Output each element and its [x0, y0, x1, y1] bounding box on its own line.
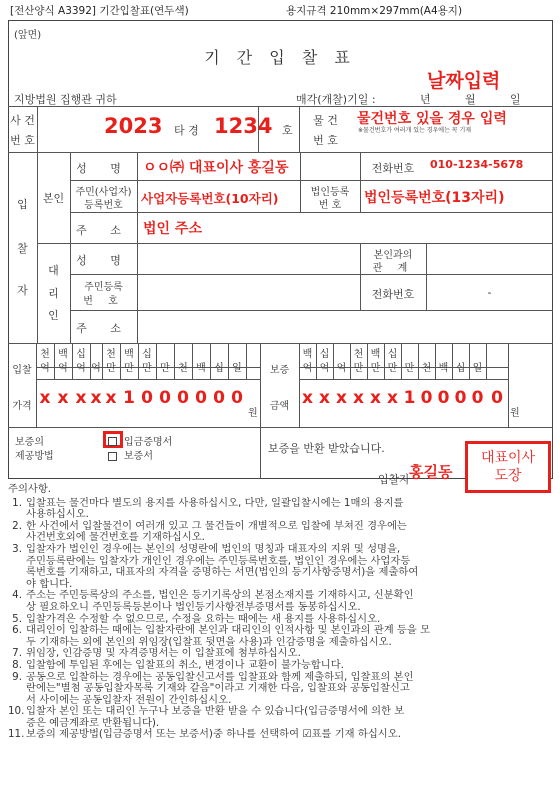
bid-unit2-3: 억 — [76, 363, 86, 374]
date-month-label: 월 — [465, 93, 476, 106]
deposit-cert-label: 입금증명서 — [124, 437, 173, 448]
case-ta-gyeong: 타 경 — [174, 124, 199, 137]
deposit-digit: 0 — [437, 388, 450, 408]
dep-unit2-7: 만 — [404, 363, 415, 374]
deposit-won: 원 — [510, 408, 520, 419]
deposit-digit: x — [336, 388, 347, 408]
bid-unit-5: 천 — [106, 349, 116, 360]
form-title: 기 간 입 찰 표 — [204, 48, 356, 67]
bid-unit2-4: 억 — [91, 363, 101, 374]
case-number: 1234 — [214, 114, 273, 138]
bid-label-2: 가격 — [12, 401, 32, 412]
dep-unit-5: 백 — [370, 349, 381, 360]
reg-label-1: 주민(사업자) — [75, 187, 132, 198]
self-label: 본인 — [42, 192, 65, 205]
bid-digit: 0 — [159, 388, 171, 408]
deposit-digit: x — [353, 388, 364, 408]
bid-digit: x — [90, 388, 102, 408]
case-label-2: 번 호 — [10, 134, 35, 147]
address-label: 주 소 — [76, 224, 131, 237]
agent-label-1: 대 — [48, 264, 59, 277]
bid-unit2-11: 십 — [214, 363, 224, 374]
deposit-digit: 0 — [454, 388, 467, 408]
note-item: 2. 한 사건에서 입찰물건이 여러개 있고 그 물건들이 개별적으로 입찰에 부쳐진 경우에는 사건번호외에 물건번호를 기재하십시오. — [12, 519, 407, 544]
note-item: 11. 보증의 제공방법(입금증명서 또는 보증서)중 하나를 선택하여 ☑표를 기재 하십시오. — [8, 728, 401, 741]
deposit-label-1: 보증 — [269, 365, 290, 376]
bid-unit-7: 십 — [142, 349, 152, 360]
case-label-1: 사 건 — [10, 114, 35, 127]
dep-unit2-2: 억 — [319, 363, 330, 374]
deposit-digit: 0 — [491, 388, 503, 408]
bid-unit2-1: 억 — [40, 363, 50, 374]
bidder-label-3: 자 — [17, 284, 28, 297]
guarantee-checkbox[interactable] — [108, 449, 117, 462]
note-item: 10. 입찰자 본인 또는 대리인 누구나 보증을 반환 받을 수 있습니다(입금증명서에 의한 보 증은 예금계좌로 반환됩니다). — [8, 705, 405, 729]
bid-unit-6: 백 — [124, 349, 134, 360]
deposit-digit: x — [370, 388, 381, 408]
note-item: 4. 주소는 주민등록상의 주소를, 법인은 등기기록상의 본점소재지를 기재하시고, 신분확인 상 필요하오니 주민등록등본이나 법인등기사항전부증명서를 동봉하십시오. — [12, 589, 414, 613]
signer-name: 홍길동 — [409, 463, 453, 481]
bid-unit-2: 백 — [58, 349, 68, 360]
dep-unit2-9: 백 — [438, 363, 449, 374]
dep-unit2-1: 억 — [302, 363, 313, 374]
agent-phone-label: 전화번호 — [371, 288, 415, 301]
date-hint: 날짜입력 — [427, 70, 501, 92]
bidder-label-2: 찰 — [17, 242, 28, 255]
dep-unit2-5: 만 — [370, 363, 381, 374]
note-item: 8. 입찰함에 투입된 후에는 입찰표의 취소, 변경이나 교환이 불가능합니다. — [12, 658, 344, 671]
dep-unit-1: 백 — [302, 349, 313, 360]
item-label-2: 번 호 — [313, 134, 338, 147]
bid-unit-3: 십 — [76, 349, 86, 360]
deposit-cert-checkbox[interactable] — [108, 434, 117, 447]
bid-digit: x — [57, 388, 69, 408]
case-year: 2023 — [104, 114, 163, 138]
note-item: 9. 공동으로 입찰하는 경우에는 공동입찰신고서를 입찰표와 함께 제출하되, 입찰표의 본인 란에는"별첨 공동입찰자목록 기재와 같음"이라고 기재한 다음, 입찰표와 공동입찰신고 서 사이에는 공동입찰자 전원이 간인하십시오. — [12, 670, 414, 706]
dep-unit2-11: 일 — [472, 363, 483, 374]
note-item: 7. 위임장, 인감증명 및 자격증명서는 이 입찰표에 첨부하십시오. — [12, 647, 301, 660]
bid-unit2-8: 만 — [160, 363, 170, 374]
address-value: 법인 주소 — [143, 221, 202, 237]
front-label: (앞면) — [14, 30, 42, 41]
bid-digit: x — [39, 388, 51, 408]
dep-unit-2: 십 — [319, 349, 330, 360]
relation-label-1: 본인과의 — [373, 250, 413, 261]
bid-digit: 0 — [213, 388, 225, 408]
bid-unit2-7: 만 — [142, 363, 152, 374]
bid-unit2-6: 만 — [124, 363, 134, 374]
dep-unit-4: 천 — [353, 349, 364, 360]
bid-won: 원 — [248, 408, 258, 419]
bidder-label-1: 입 — [17, 198, 28, 211]
notes-title: 주의사항. — [8, 483, 52, 495]
agent-name-label: 성 명 — [76, 254, 131, 267]
paper-spec: 용지규격 210mm×297mm(A4용지) — [286, 5, 463, 17]
bid-unit2-2: 억 — [58, 363, 68, 374]
return-text: 보증을 반환 받았습니다. — [268, 442, 385, 455]
date-year-label: 년 — [420, 93, 431, 106]
bid-unit2-12: 일 — [232, 363, 242, 374]
sale-date-label: 매각(개찰)기일 : — [296, 93, 376, 106]
agent-label-3: 인 — [48, 309, 59, 322]
guarantee-label: 보증서 — [124, 451, 153, 462]
agent-address-label: 주 소 — [76, 322, 131, 335]
item-hint: 물건번호 있을 경우 입력 — [357, 111, 507, 127]
relation-label-2: 관 계 — [372, 263, 414, 274]
item-label-1: 물 건 — [313, 114, 338, 127]
bid-digit: 0 — [195, 388, 207, 408]
phone-value: 010-1234-5678 — [430, 158, 524, 171]
dep-unit-6: 십 — [387, 349, 398, 360]
agent-reg-label-2: 번 호 — [83, 296, 124, 307]
corp-reg-value: 법인등록번호(13자리) — [364, 190, 505, 206]
bid-digit: 0 — [231, 388, 243, 408]
deposit-label-2: 금액 — [269, 401, 290, 412]
name-value: ㅇㅇ㈜ 대표이사 홍길동 — [143, 160, 289, 176]
bid-digit: 0 — [177, 388, 189, 408]
bid-label-1: 입찰 — [12, 365, 32, 376]
deposit-digit: x — [387, 388, 398, 408]
biz-reg-value: 사업자등록번호(10자리) — [141, 191, 279, 206]
bid-unit2-5: 만 — [106, 363, 116, 374]
signer-label: 입찰자 — [378, 473, 410, 486]
deposit-digit: 0 — [471, 388, 484, 408]
stamp-text: 대표이사 도장 — [480, 450, 536, 484]
note-item: 6. 대리인이 입찰하는 때에는 입찰자란에 본인과 대리인의 인적사항 및 본인과의 관계 등을 모 두 기재하는 외에 본인의 위임장(입찰표 뒷면을 사용)과 인감증명을 제출하십시오. — [12, 624, 431, 648]
bid-unit2-9: 천 — [178, 363, 188, 374]
corp-reg-label-2: 번 호 — [318, 200, 342, 211]
bid-unit-1: 천 — [40, 349, 50, 360]
dep-unit2-3: 억 — [336, 363, 347, 374]
corp-reg-label-1: 법인등록 — [310, 187, 350, 198]
dep-unit2-8: 천 — [421, 363, 432, 374]
phone-label: 전화번호 — [371, 162, 415, 175]
deposit-digit: x — [302, 388, 313, 408]
provide-label-1: 보증의 — [15, 437, 44, 448]
bid-digit: x — [105, 388, 117, 408]
notes-section — [8, 484, 554, 741]
bid-digit: 1 — [123, 388, 135, 408]
dep-unit2-4: 만 — [353, 363, 364, 374]
bid-unit2-10: 백 — [196, 363, 206, 374]
deposit-digit: 0 — [420, 388, 433, 408]
court-addressee: 지방법원 집행관 귀하 — [14, 93, 117, 106]
form-code: [전산양식 A3392] 기간입찰표(연두색) — [10, 5, 189, 17]
dep-unit2-6: 만 — [387, 363, 398, 374]
note-item: 3. 입찰자가 법인인 경우에는 본인의 성명란에 법인의 명칭과 대표자의 지위 및 성명을, 주민등록란에는 입찰자가 개인인 경우에는 주민등록번호를, 법인인 경우에는 사업자등 록번호를 기재하고, 대표자의 자격을 증명하는 서면(법인의 등기사항증명서)을 제출하여 야 합니다. — [12, 542, 419, 590]
note-item: 5. 입찰가격은 수정할 수 없으므로, 수정을 요하는 때에는 새 용지를 사용하십시오. — [12, 612, 381, 625]
dep-unit2-10: 십 — [455, 363, 466, 374]
name-label: 성 명 — [76, 162, 131, 175]
note-item: 1. 입찰표는 물건마다 별도의 용지를 사용하십시오, 다만, 일괄입찰시에는 1매의 용지를 사용하십시오. — [12, 496, 404, 521]
deposit-digit: 1 — [403, 388, 416, 408]
item-note: ※물건번호가 여러개 있는 경우에는 꼭 기재 — [358, 127, 472, 134]
provide-label-2: 제공방법 — [15, 451, 54, 462]
bid-digit: 0 — [141, 388, 153, 408]
agent-phone-value: - — [487, 286, 492, 299]
case-ho: 호 — [282, 124, 293, 137]
agent-label-2: 리 — [48, 287, 59, 300]
agent-reg-label-1: 주민등록 — [84, 282, 123, 293]
deposit-digit: x — [319, 388, 330, 408]
bid-digit: x — [75, 388, 87, 408]
date-day-label: 일 — [510, 93, 521, 106]
reg-label-2: 등록번호 — [84, 200, 123, 211]
